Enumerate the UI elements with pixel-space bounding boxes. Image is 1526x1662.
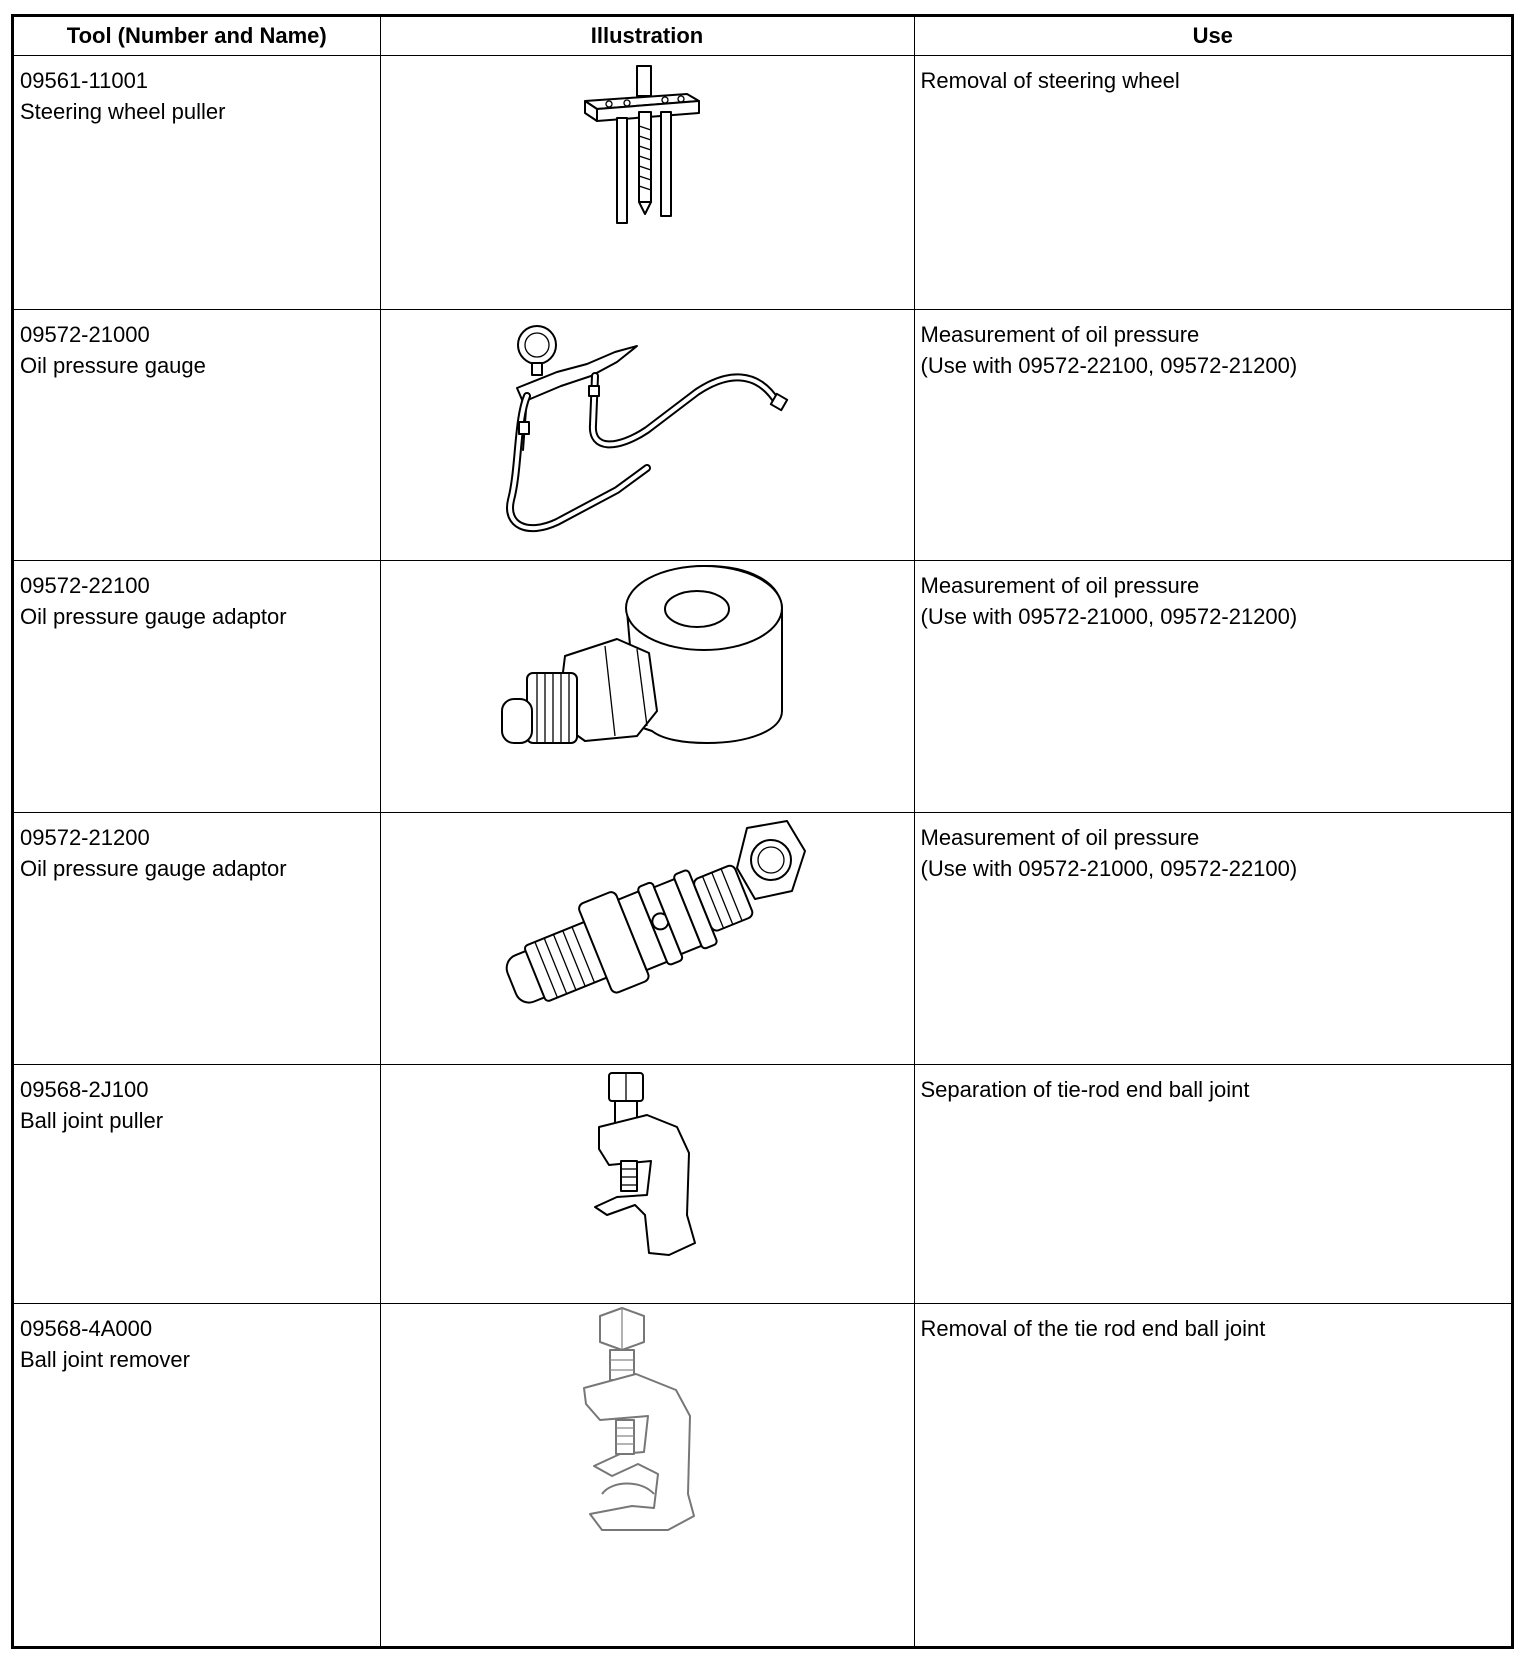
tool-name: Oil pressure gauge adaptor — [20, 604, 287, 629]
tool-name: Ball joint remover — [20, 1347, 190, 1372]
tool-number: 09568-4A000 — [20, 1316, 153, 1341]
illustration-cell — [380, 1065, 914, 1304]
table-row — [14, 561, 1511, 813]
use-line-2: (Use with 09572-22100, 09572-21200) — [920, 353, 1298, 378]
use-line-2: (Use with 09572-21000, 09572-21200) — [920, 604, 1298, 629]
table-row — [14, 56, 1511, 310]
ball-joint-puller-icon — [577, 1065, 717, 1265]
header-use: Use — [914, 17, 1511, 56]
table-row — [14, 813, 1511, 1065]
tool-number: 09561-11001 — [20, 68, 149, 93]
tool-cell — [14, 1304, 380, 1647]
use-cell — [914, 56, 1511, 310]
bolt-and-nut-adaptor-icon — [487, 813, 807, 1033]
banjo-adaptor-icon — [497, 561, 797, 781]
use-cell — [914, 1065, 1511, 1304]
table-row — [14, 310, 1511, 561]
table-row — [14, 1065, 1511, 1304]
tool-number: 09572-21200 — [20, 825, 150, 850]
steering-wheel-puller-icon — [547, 56, 747, 236]
use-cell — [914, 1304, 1511, 1647]
table-header-row — [14, 17, 1511, 56]
tool-cell — [14, 561, 380, 813]
use-line-2: (Use with 09572-21000, 09572-22100) — [920, 856, 1298, 881]
use-cell — [914, 310, 1511, 561]
ball-joint-remover-icon — [572, 1304, 722, 1534]
tool-name: Oil pressure gauge — [20, 353, 206, 378]
illustration-cell — [380, 56, 914, 310]
special-tools-table — [14, 17, 1511, 1646]
use-line-1: Removal of the tie rod end ball joint — [920, 1316, 1266, 1341]
table-row — [14, 1304, 1511, 1647]
tool-number: 09572-22100 — [20, 573, 150, 598]
illustration-cell — [380, 310, 914, 561]
tool-cell — [14, 1065, 380, 1304]
use-line-1: Separation of tie-rod end ball joint — [920, 1077, 1250, 1102]
tool-number: 09568-2J100 — [20, 1077, 149, 1102]
illustration-cell — [380, 561, 914, 813]
use-line-1: Removal of steering wheel — [920, 68, 1180, 93]
use-cell — [914, 813, 1511, 1065]
tool-name: Ball joint puller — [20, 1108, 164, 1133]
use-line-1: Measurement of oil pressure — [920, 322, 1200, 347]
header-illustration: Illustration — [380, 17, 914, 56]
header-tool: Tool (Number and Name) — [14, 17, 380, 56]
illustration-cell — [380, 1304, 914, 1647]
use-line-1: Measurement of oil pressure — [920, 825, 1200, 850]
tool-name: Steering wheel puller — [20, 99, 226, 124]
special-tools-sheet — [11, 14, 1514, 1649]
oil-pressure-gauge-icon — [497, 310, 797, 540]
use-cell — [914, 561, 1511, 813]
tool-cell — [14, 310, 380, 561]
tool-cell — [14, 56, 380, 310]
illustration-cell — [380, 813, 914, 1065]
use-line-1: Measurement of oil pressure — [920, 573, 1200, 598]
tool-cell — [14, 813, 380, 1065]
tool-name: Oil pressure gauge adaptor — [20, 856, 287, 881]
tool-number: 09572-21000 — [20, 322, 150, 347]
